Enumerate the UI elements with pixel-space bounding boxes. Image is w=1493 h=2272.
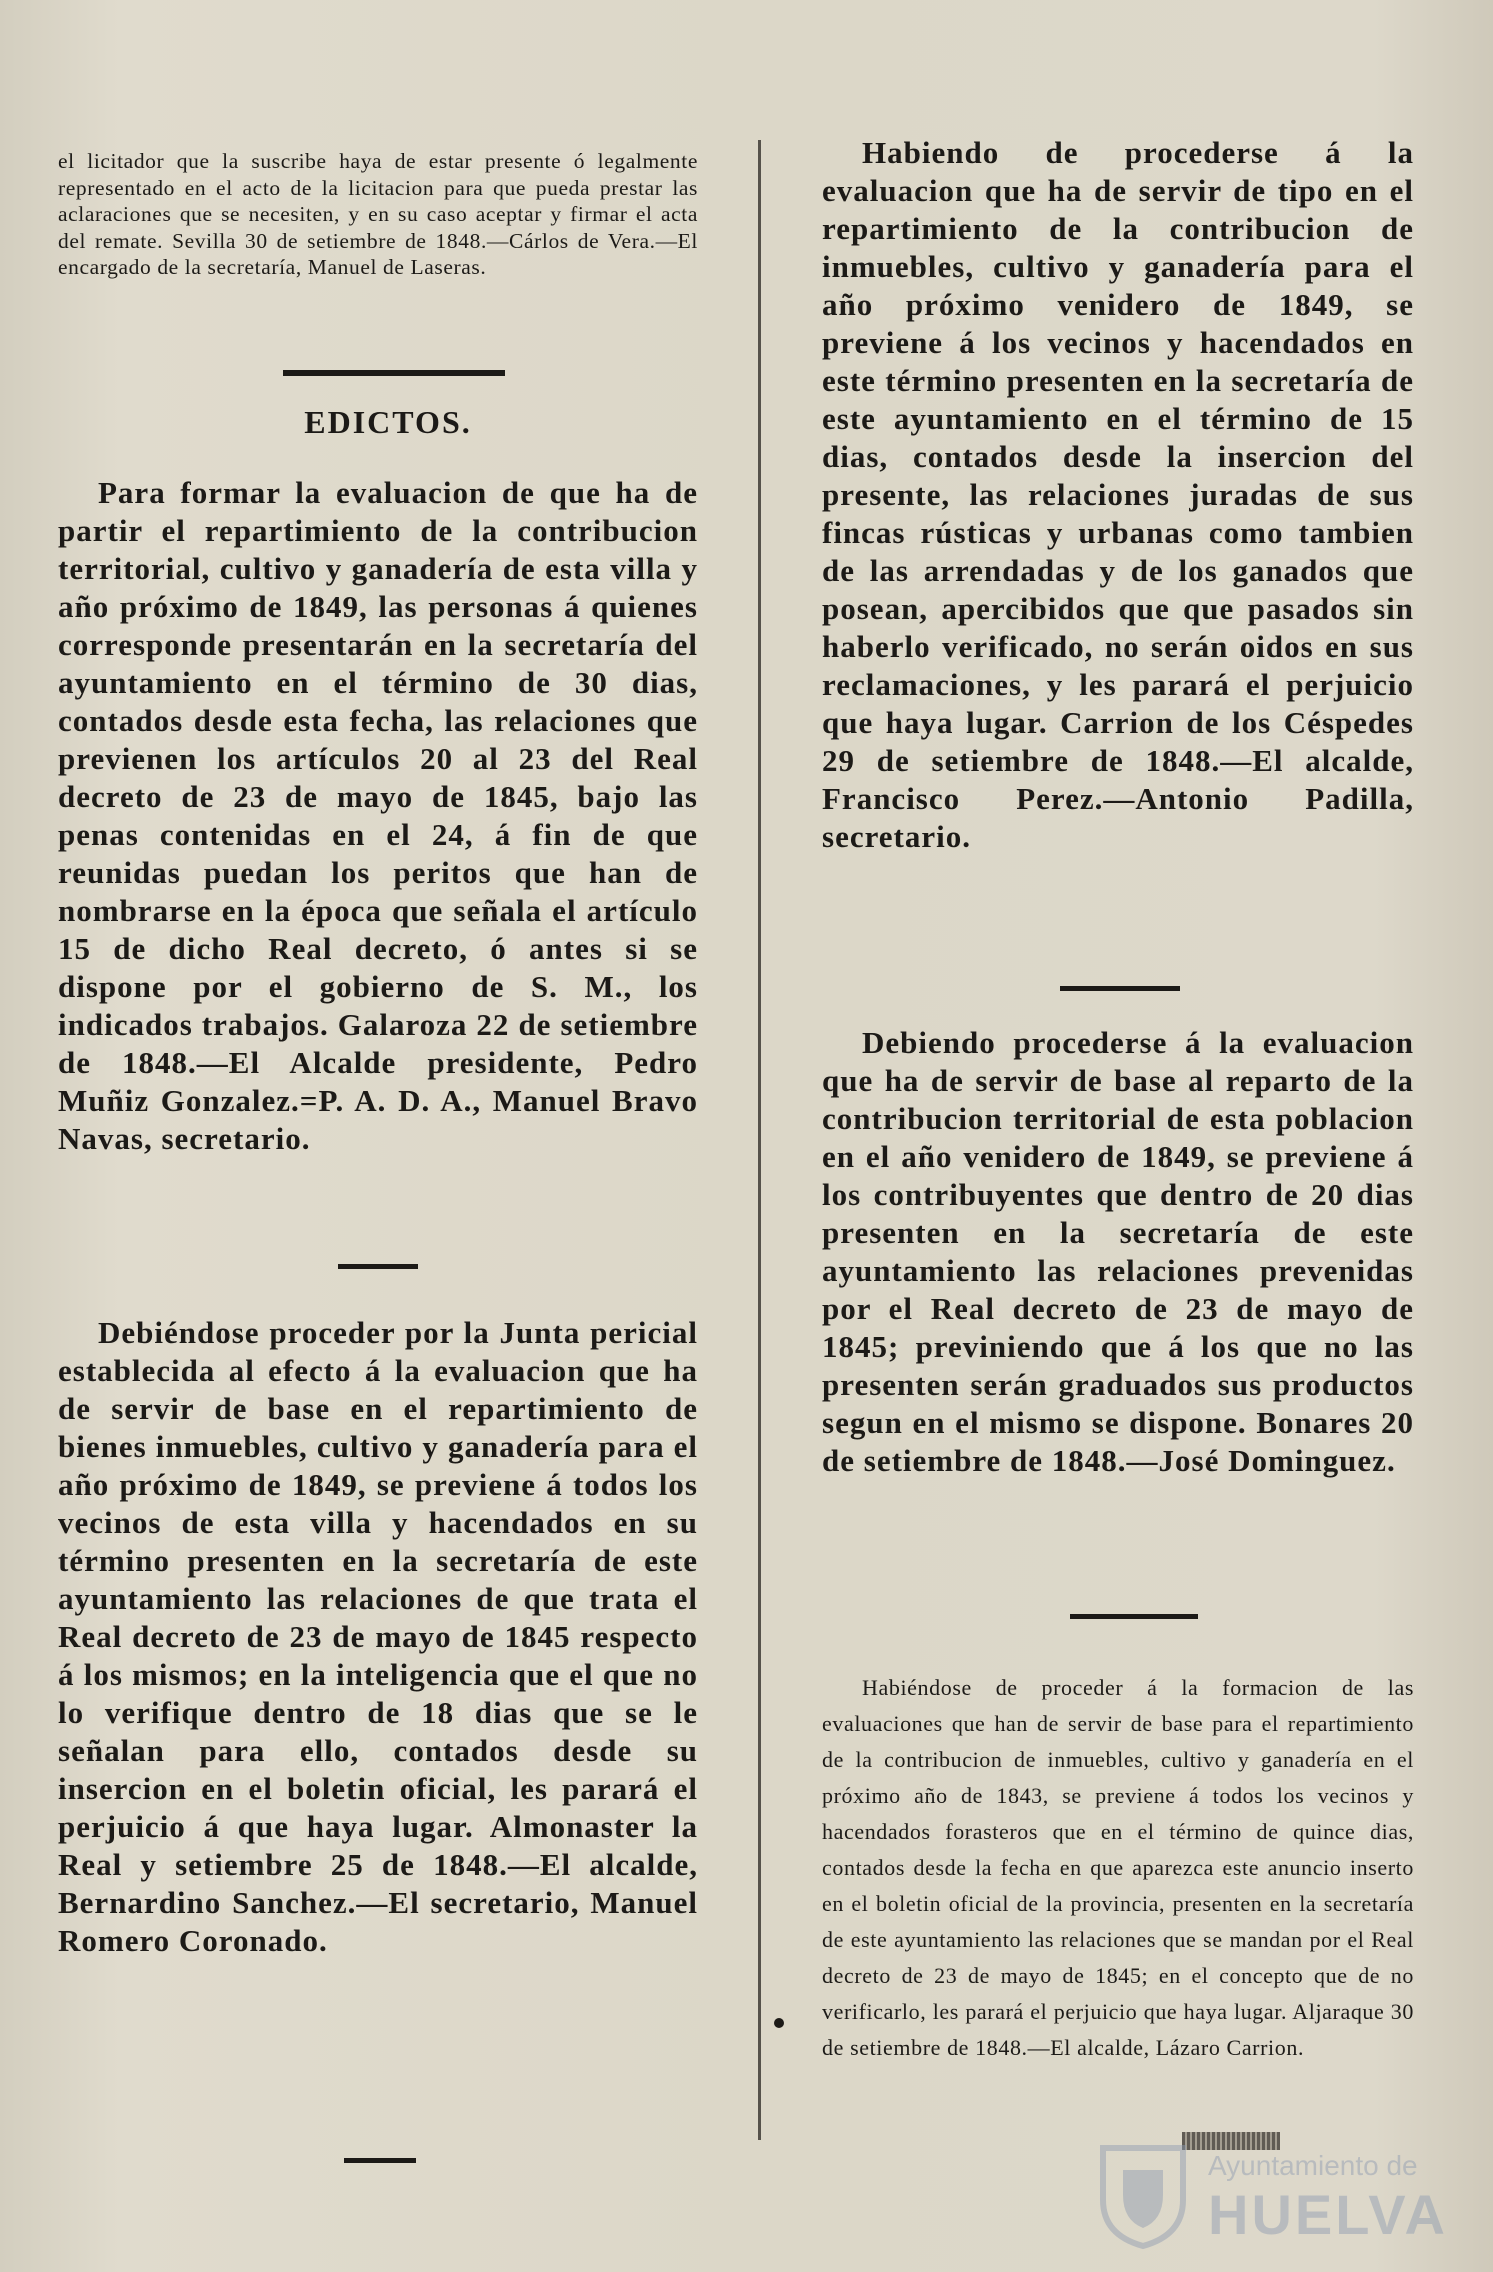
intro-paragraph: el licitador que la suscribe haya de estar presente ó legalmente representado en el acto de la licitacion para que pueda prestar las aclaraciones que se necesiten, y en su caso aceptar y firmar el acta del remate. Sevilla 30 de setiembre de 1848.—Cárlos de Vera.—El encargado de la secretaría, Manuel de Laseras. (58, 149, 698, 279)
separator-rule-right-1 (1060, 986, 1180, 991)
column-divider (758, 140, 761, 2140)
watermark-line2: HUELVA (1208, 2183, 1448, 2246)
edict-aljaraque: Habiéndose de proceder á la formacion de las evaluaciones que han de servir de base para el repartimiento de la contribucion de inmuebles, cultivo y ganadería en el próximo año de 1843, se previene á todos los vecinos y hacendados forasteros que en el término de quince dias, contados desde la fecha en que aparezca este anuncio inserto en el boletin oficial de la provincia, presenten en la secretaría de este ayuntamiento las relaciones que se mandan por el Real decreto de 23 de mayo de 1845; en el concepto que de no verificarlo, les parará el perjuicio que haya lugar. Aljaraque 30 de setiembre de 1848.—El alcalde, Lázaro Carrion. (822, 1675, 1414, 2060)
separator-rule (338, 1264, 418, 1269)
edictos-heading: EDICTOS. (304, 404, 472, 440)
edict-almonaster: Debiéndose proceder por la Junta pericial establecida al efecto á la evaluacion que ha de servir de base en el repartimiento de bienes inmuebles, cultivo y ganadería para el año próximo de 1849, se previene á todos los vecinos de esta villa y hacendados en su término presenten en la secretaría de este ayuntamiento las relaciones de que trata el Real decreto de 23 de mayo de 1845 respecto á los mismos; en la inteligencia que el que no lo verifique dentro de 18 dias que se le señalan para ello, contados desde su insercion en el boletin oficial, les parará el perjuicio á que haya lugar. Almonaster la Real y setiembre 25 de 1848.—El alcalde, Bernardino Sanchez.—El secretario, Manuel Romero Coronado. (58, 1315, 698, 1958)
shield-icon (1088, 2140, 1198, 2250)
separator-rule-bottom (344, 2158, 416, 2163)
watermark-line1: Ayuntamiento de (1208, 2150, 1418, 2181)
edict-carrion: Habiendo de procederse á la evaluacion que ha de servir de tipo en el repartimiento de la contribucion de inmuebles, cultivo y ganadería para el año próximo venidero de 1849, se previene á los vecinos y hacendados en este término presenten en la secretaría de este ayuntamiento en el término de 15 dias, contados desde la insercion del presente, las relaciones juradas de sus fincas rústicas y urbanas como tambien de las arrendadas y de los ganados que posean, apercibidos que que pasados sin haberlo verificado, no serán oidos en sus reclamaciones, y les parará el perjuicio que haya lugar. Carrion de los Céspedes 29 de setiembre de 1848.—El alcalde, Francisco Perez.—Antonio Padilla, secretario. (822, 135, 1414, 854)
archive-watermark (1088, 2140, 1448, 2250)
ink-dot (774, 2018, 784, 2028)
separator-rule-right-2 (1070, 1614, 1198, 1619)
edict-galaroza: Para formar la evaluacion de que ha de partir el repartimiento de la contribucion territorial, cultivo y ganadería de esta villa y año próximo de 1849, las personas á quienes corresponde presentarán en la secretaría del ayuntamiento en el término de 30 dias, contados desde esta fecha, las relaciones que previenen los artículos 20 al 23 del Real decreto de 23 de mayo de 1845, bajo las penas contenidas en el 24, á fin de que reunidas puedan los peritos que han de nombrarse en la época que señala el artículo 15 de dicho Real decreto, ó antes si se dispone por el gobierno de S. M., los indicados trabajos. Galaroza 22 de setiembre de 1848.—El Alcalde presidente, Pedro Muñiz Gonzalez.=P. A. D. A., Manuel Bravo Navas, secretario. (58, 475, 698, 1156)
edict-bonares: Debiendo procederse á la evaluacion que ha de servir de base al reparto de la contribucion territorial de esta poblacion en el año venidero de 1849, se previene á los contribuyentes que dentro de 20 dias presenten en la secretaría de este ayuntamiento las relaciones prevenidas por el Real decreto de 23 de mayo de 1845; previniendo que á los que no las presenten serán graduados sus productos segun en el mismo se dispone. Bonares 20 de setiembre de 1848.—José Dominguez. (822, 1025, 1414, 1478)
section-rule (283, 370, 505, 376)
